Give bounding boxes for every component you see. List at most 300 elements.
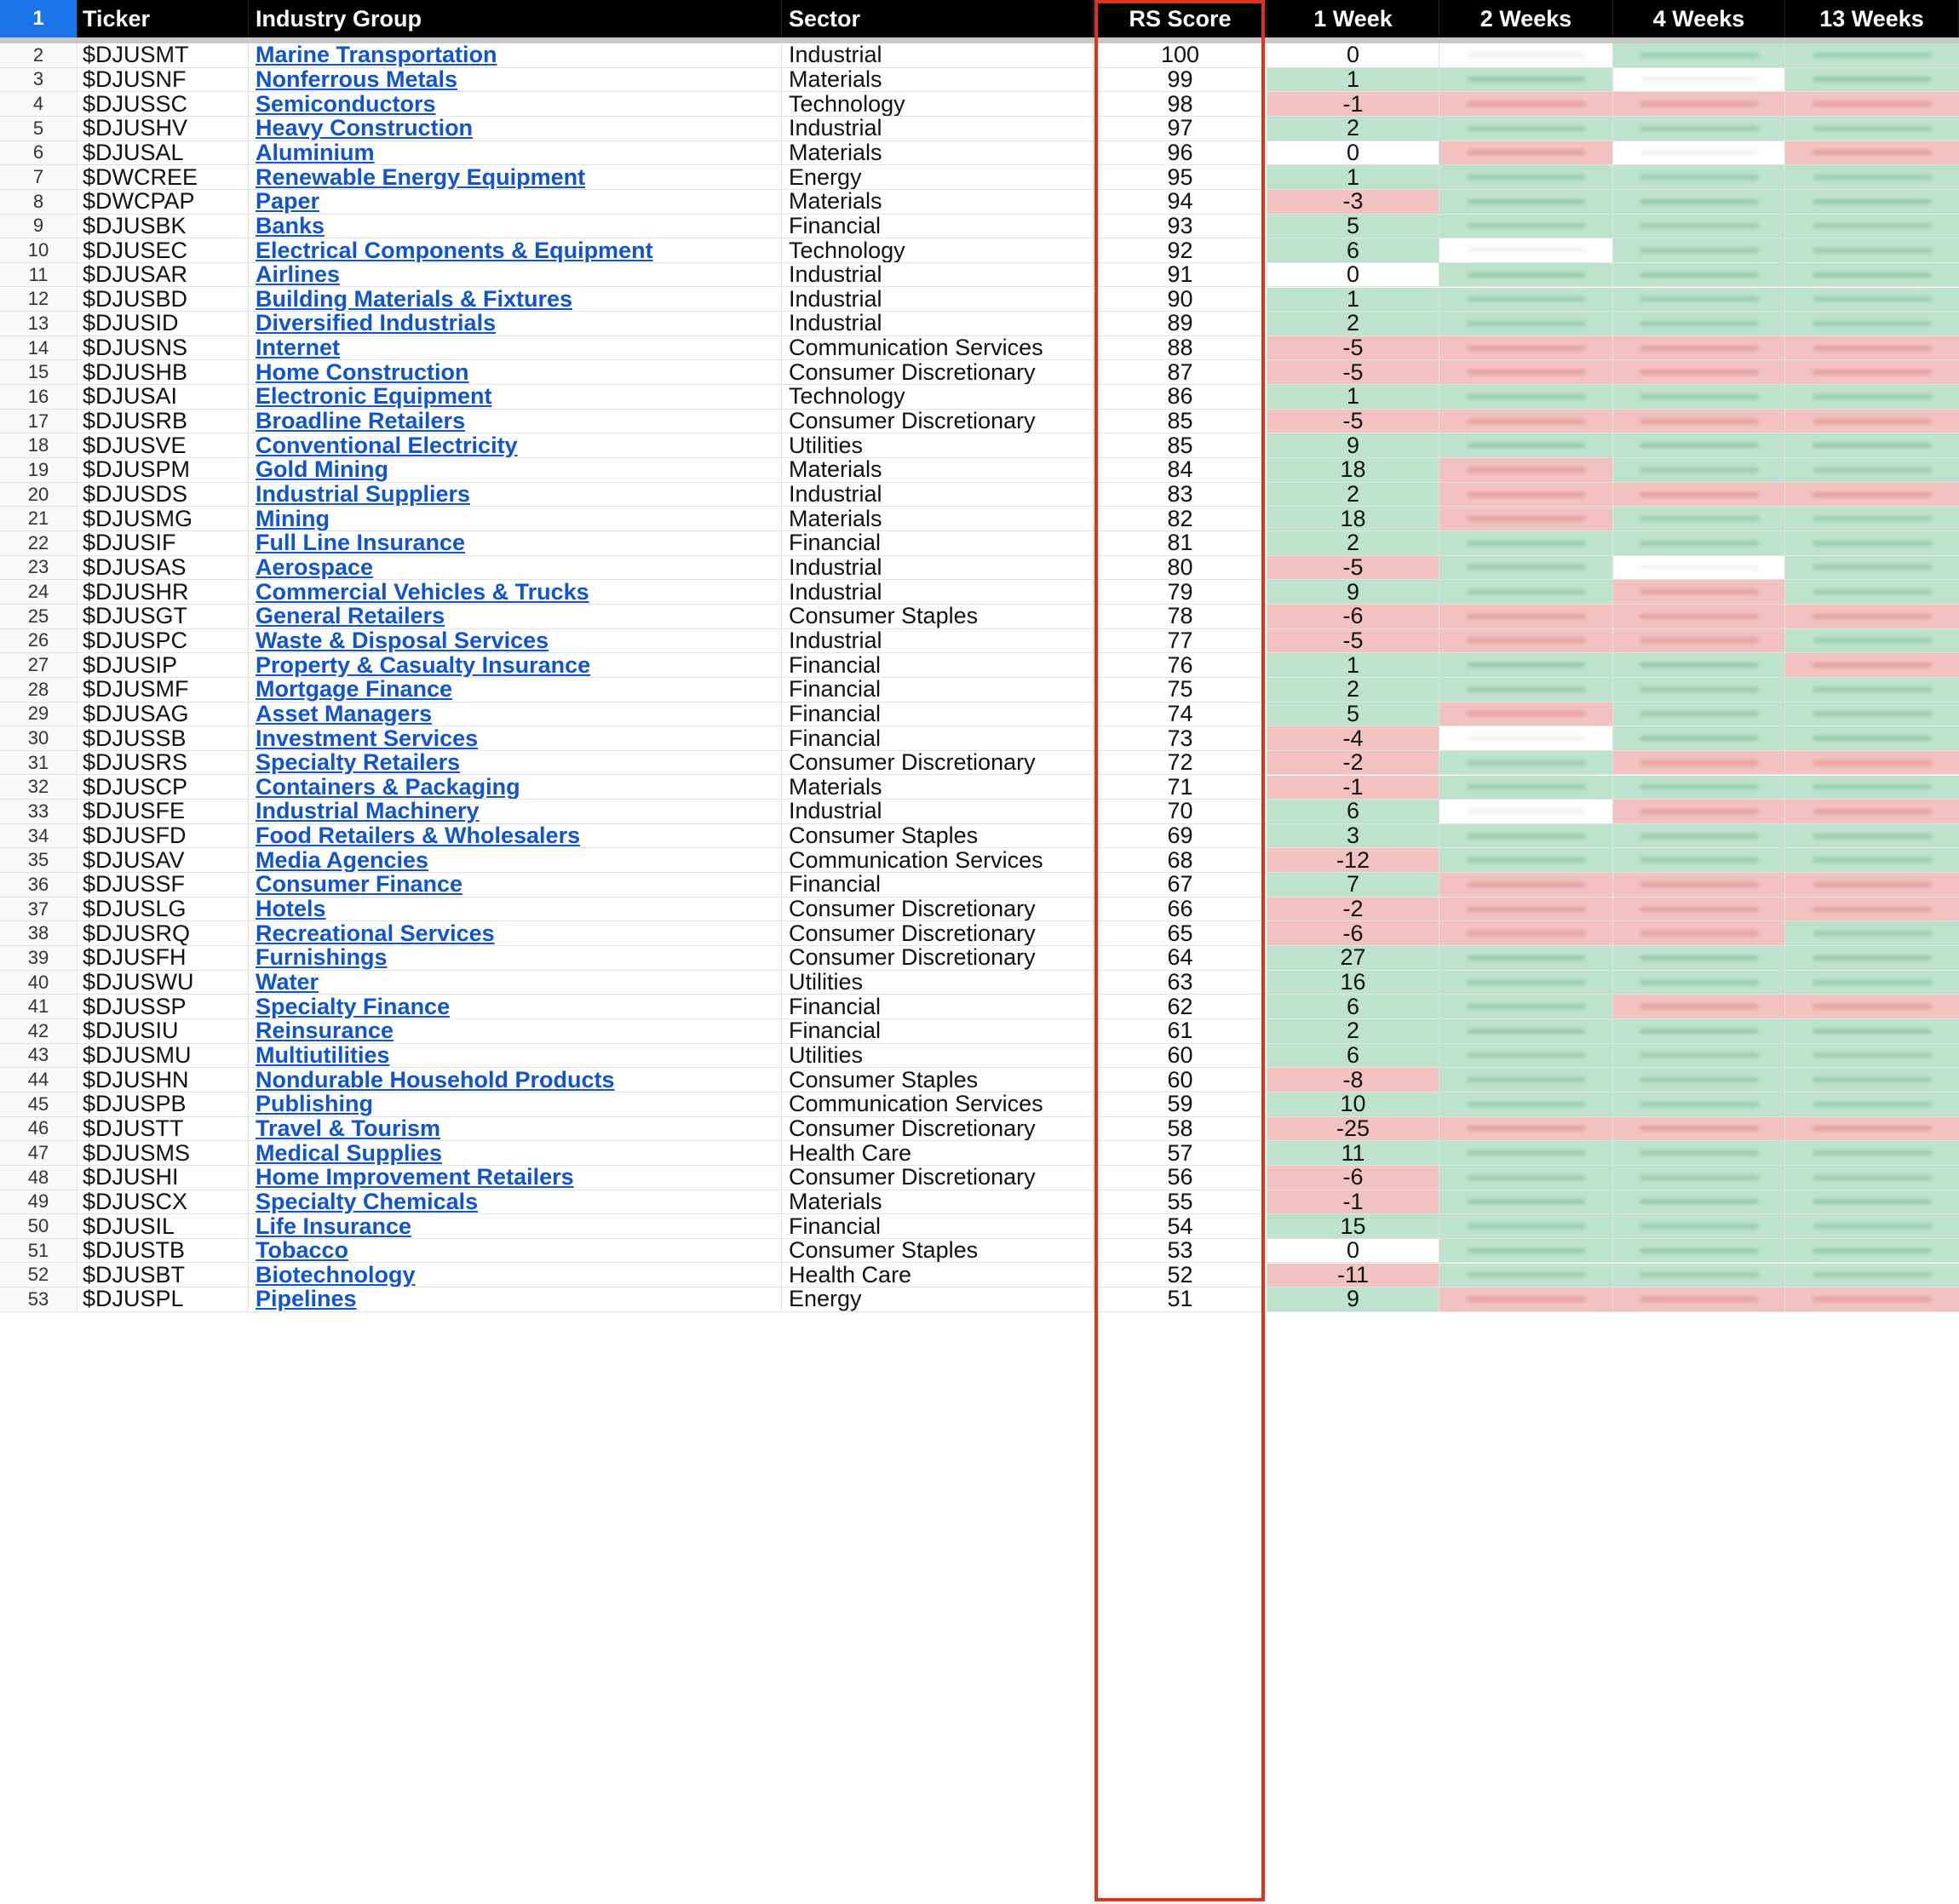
rs-score-cell[interactable]: 82 — [1094, 507, 1267, 531]
sector-cell[interactable]: Consumer Discretionary — [782, 1117, 1094, 1142]
industry-group-cell[interactable] — [249, 336, 782, 361]
week2-change-cell[interactable] — [1439, 92, 1613, 117]
industry-group-link[interactable]: Broadline Retailers — [256, 409, 466, 434]
week2-change-cell[interactable] — [1439, 312, 1613, 336]
sector-cell[interactable]: Energy — [782, 1287, 1094, 1312]
week13-change-cell[interactable] — [1785, 117, 1959, 141]
row-number[interactable]: 30 — [0, 726, 78, 751]
sector-cell[interactable]: Materials — [782, 68, 1094, 93]
industry-group-cell[interactable] — [249, 68, 782, 93]
row-number[interactable]: 7 — [0, 165, 78, 190]
ticker-cell[interactable]: $DJUSBD — [78, 288, 249, 313]
week13-header[interactable]: 13 Weeks — [1785, 0, 1959, 37]
week1-change-cell[interactable]: -6 — [1267, 605, 1439, 629]
week4-change-cell[interactable] — [1613, 263, 1785, 288]
industry-group-cell[interactable] — [249, 215, 782, 239]
week4-change-cell[interactable] — [1613, 605, 1785, 629]
week1-change-cell[interactable]: 5 — [1267, 703, 1439, 727]
week4-change-cell[interactable] — [1613, 288, 1785, 313]
week2-change-cell[interactable] — [1439, 360, 1613, 385]
rs-score-cell[interactable]: 68 — [1094, 848, 1267, 873]
week13-change-cell[interactable] — [1785, 605, 1959, 629]
week13-change-cell[interactable] — [1785, 507, 1959, 531]
rs-score-cell[interactable]: 93 — [1094, 215, 1267, 239]
week2-change-cell[interactable] — [1439, 629, 1613, 654]
row-number[interactable]: 46 — [0, 1117, 78, 1142]
week1-change-cell[interactable]: 6 — [1267, 995, 1439, 1019]
rs-score-cell[interactable]: 58 — [1094, 1117, 1267, 1142]
rs-score-cell[interactable]: 72 — [1094, 751, 1267, 776]
industry-group-link[interactable]: Nonferrous Metals — [256, 67, 458, 92]
sector-cell[interactable]: Industrial — [782, 580, 1094, 605]
industry-group-cell[interactable] — [249, 1214, 782, 1239]
week1-header[interactable]: 1 Week — [1267, 0, 1439, 37]
week4-change-cell[interactable] — [1613, 653, 1785, 678]
week13-change-cell[interactable] — [1785, 433, 1959, 458]
week4-change-cell[interactable] — [1613, 726, 1785, 751]
ticker-cell[interactable]: $DJUSMG — [78, 507, 249, 531]
week13-change-cell[interactable] — [1785, 336, 1959, 361]
industry-group-link[interactable]: Tobacco — [256, 1238, 349, 1264]
row-number[interactable]: 38 — [0, 921, 78, 946]
ticker-cell[interactable]: $DJUSCP — [78, 776, 249, 800]
row-number[interactable]: 42 — [0, 1019, 78, 1044]
sector-cell[interactable]: Industrial — [782, 556, 1094, 581]
week1-change-cell[interactable]: 1 — [1267, 385, 1439, 410]
week2-change-cell[interactable] — [1439, 776, 1613, 800]
week4-change-cell[interactable] — [1613, 215, 1785, 239]
week4-change-cell[interactable] — [1613, 1068, 1785, 1093]
week2-change-cell[interactable] — [1439, 678, 1613, 703]
row-number[interactable]: 11 — [0, 263, 78, 288]
industry-group-cell[interactable] — [249, 433, 782, 458]
industry-group-cell[interactable] — [249, 678, 782, 703]
rs-score-cell[interactable]: 91 — [1094, 263, 1267, 288]
rs-score-cell[interactable]: 78 — [1094, 605, 1267, 629]
rs-score-cell[interactable]: 88 — [1094, 336, 1267, 361]
week2-change-cell[interactable] — [1439, 1019, 1613, 1044]
week13-change-cell[interactable] — [1785, 653, 1959, 678]
industry-group-link[interactable]: Water — [256, 970, 319, 995]
week1-change-cell[interactable]: 2 — [1267, 531, 1439, 556]
week2-change-cell[interactable] — [1439, 703, 1613, 727]
row-number[interactable]: 19 — [0, 458, 78, 483]
sector-cell[interactable]: Industrial — [782, 263, 1094, 288]
rs-score-cell[interactable]: 53 — [1094, 1239, 1267, 1264]
row-number[interactable]: 34 — [0, 824, 78, 849]
rs-score-cell[interactable]: 96 — [1094, 141, 1267, 166]
week1-change-cell[interactable]: -5 — [1267, 410, 1439, 434]
rs-score-cell[interactable]: 57 — [1094, 1141, 1267, 1166]
industry-group-link[interactable]: Medical Supplies — [256, 1141, 443, 1166]
rs-score-cell[interactable]: 98 — [1094, 92, 1267, 117]
sector-cell[interactable]: Consumer Staples — [782, 824, 1094, 849]
ticker-cell[interactable]: $DJUSLG — [78, 898, 249, 922]
row-number[interactable]: 47 — [0, 1141, 78, 1166]
week1-change-cell[interactable]: 16 — [1267, 971, 1439, 995]
week2-change-cell[interactable] — [1439, 995, 1613, 1019]
sector-header[interactable]: Sector — [782, 0, 1094, 37]
week13-change-cell[interactable] — [1785, 946, 1959, 971]
week13-change-cell[interactable] — [1785, 360, 1959, 385]
ticker-cell[interactable]: $DJUSTB — [78, 1239, 249, 1264]
industry-group-link[interactable]: Publishing — [256, 1092, 373, 1117]
row-number-header[interactable]: 1 — [0, 0, 78, 37]
rs-score-cell[interactable]: 89 — [1094, 312, 1267, 336]
row-number[interactable]: 10 — [0, 238, 78, 263]
week4-change-cell[interactable] — [1613, 1141, 1785, 1166]
week13-change-cell[interactable] — [1785, 1214, 1959, 1239]
row-number[interactable]: 39 — [0, 946, 78, 971]
industry-group-cell[interactable] — [249, 1287, 782, 1312]
industry-group-cell[interactable] — [249, 898, 782, 922]
sector-cell[interactable]: Communication Services — [782, 1093, 1094, 1117]
industry-group-cell[interactable] — [249, 995, 782, 1019]
industry-group-link[interactable]: Semiconductors — [256, 92, 436, 117]
ticker-cell[interactable]: $DWCPAP — [78, 190, 249, 215]
rs-score-cell[interactable]: 71 — [1094, 776, 1267, 800]
week1-change-cell[interactable]: -6 — [1267, 1166, 1439, 1190]
week1-change-cell[interactable]: 9 — [1267, 433, 1439, 458]
week13-change-cell[interactable] — [1785, 531, 1959, 556]
rs-score-cell[interactable]: 80 — [1094, 556, 1267, 581]
week4-change-cell[interactable] — [1613, 1117, 1785, 1142]
week13-change-cell[interactable] — [1785, 1019, 1959, 1044]
week1-change-cell[interactable]: -5 — [1267, 556, 1439, 581]
week1-change-cell[interactable]: 1 — [1267, 165, 1439, 190]
sector-cell[interactable]: Financial — [782, 873, 1094, 898]
week13-change-cell[interactable] — [1785, 483, 1959, 508]
industry-group-cell[interactable] — [249, 1166, 782, 1190]
week2-change-cell[interactable] — [1439, 556, 1613, 581]
week4-change-cell[interactable] — [1613, 703, 1785, 727]
industry-group-cell[interactable] — [249, 141, 782, 166]
rs-score-cell[interactable]: 61 — [1094, 1019, 1267, 1044]
industry-group-cell[interactable] — [249, 410, 782, 434]
week4-change-cell[interactable] — [1613, 117, 1785, 141]
row-number[interactable]: 8 — [0, 190, 78, 215]
industry-group-link[interactable]: Marine Transportation — [256, 43, 497, 68]
sector-cell[interactable]: Financial — [782, 1214, 1094, 1239]
industry-group-cell[interactable] — [249, 703, 782, 727]
week13-change-cell[interactable] — [1785, 971, 1959, 995]
week4-change-cell[interactable] — [1613, 507, 1785, 531]
industry-group-link[interactable]: Aerospace — [256, 555, 374, 580]
week2-change-cell[interactable] — [1439, 580, 1613, 605]
sector-cell[interactable]: Consumer Staples — [782, 1068, 1094, 1093]
row-number[interactable]: 53 — [0, 1287, 78, 1312]
week2-change-cell[interactable] — [1439, 190, 1613, 215]
week4-change-cell[interactable] — [1613, 848, 1785, 873]
ticker-cell[interactable]: $DJUSPL — [78, 1287, 249, 1312]
industry-group-cell[interactable] — [249, 117, 782, 141]
row-number[interactable]: 32 — [0, 776, 78, 800]
row-number[interactable]: 33 — [0, 800, 78, 824]
sector-cell[interactable]: Technology — [782, 92, 1094, 117]
row-number[interactable]: 36 — [0, 873, 78, 898]
rs-score-cell[interactable]: 67 — [1094, 873, 1267, 898]
week2-change-cell[interactable] — [1439, 898, 1613, 922]
week13-change-cell[interactable] — [1785, 580, 1959, 605]
row-number[interactable]: 3 — [0, 68, 78, 93]
week13-change-cell[interactable] — [1785, 1239, 1959, 1264]
week13-change-cell[interactable] — [1785, 1287, 1959, 1312]
week2-change-cell[interactable] — [1439, 458, 1613, 483]
week13-change-cell[interactable] — [1785, 263, 1959, 288]
week1-change-cell[interactable]: 1 — [1267, 288, 1439, 313]
rs-score-cell[interactable]: 51 — [1094, 1287, 1267, 1312]
industry-group-cell[interactable] — [249, 507, 782, 531]
week1-change-cell[interactable]: 10 — [1267, 1093, 1439, 1117]
rs-score-cell[interactable]: 74 — [1094, 703, 1267, 727]
industry-group-cell[interactable] — [249, 1239, 782, 1264]
ticker-cell[interactable]: $DJUSSF — [78, 873, 249, 898]
rs-score-cell[interactable]: 56 — [1094, 1166, 1267, 1190]
rs-score-cell[interactable]: 69 — [1094, 824, 1267, 849]
ticker-cell[interactable]: $DJUSRS — [78, 751, 249, 776]
row-number[interactable]: 48 — [0, 1166, 78, 1190]
industry-group-cell[interactable] — [249, 288, 782, 313]
week1-change-cell[interactable]: 6 — [1267, 800, 1439, 824]
rs-score-cell[interactable]: 70 — [1094, 800, 1267, 824]
industry-group-link[interactable]: Heavy Construction — [256, 116, 474, 141]
week4-change-cell[interactable] — [1613, 800, 1785, 824]
week13-change-cell[interactable] — [1785, 556, 1959, 581]
row-number[interactable]: 28 — [0, 678, 78, 703]
week2-change-cell[interactable] — [1439, 1166, 1613, 1190]
week2-change-cell[interactable] — [1439, 726, 1613, 751]
industry-group-link[interactable]: Pipelines — [256, 1287, 357, 1312]
week1-change-cell[interactable]: 2 — [1267, 483, 1439, 508]
industry-group-link[interactable]: Mining — [256, 507, 330, 531]
industry-group-cell[interactable] — [249, 238, 782, 263]
row-number[interactable]: 9 — [0, 215, 78, 239]
ticker-cell[interactable]: $DJUSAL — [78, 141, 249, 166]
week2-change-cell[interactable] — [1439, 873, 1613, 898]
week2-change-cell[interactable] — [1439, 1214, 1613, 1239]
sector-cell[interactable]: Consumer Staples — [782, 605, 1094, 629]
ticker-cell[interactable]: $DJUSFH — [78, 946, 249, 971]
row-number[interactable]: 35 — [0, 848, 78, 873]
sector-cell[interactable]: Financial — [782, 703, 1094, 727]
row-number[interactable]: 50 — [0, 1214, 78, 1239]
week1-change-cell[interactable]: -25 — [1267, 1117, 1439, 1142]
ticker-cell[interactable]: $DJUSHN — [78, 1068, 249, 1093]
ticker-cell[interactable]: $DWCREE — [78, 165, 249, 190]
industry-group-link[interactable]: Full Line Insurance — [256, 531, 466, 556]
week2-change-cell[interactable] — [1439, 1287, 1613, 1312]
ticker-cell[interactable]: $DJUSAV — [78, 848, 249, 873]
row-number[interactable]: 26 — [0, 629, 78, 654]
ticker-cell[interactable]: $DJUSAR — [78, 263, 249, 288]
rs-score-cell[interactable]: 90 — [1094, 288, 1267, 313]
sector-cell[interactable]: Industrial — [782, 483, 1094, 508]
sector-cell[interactable]: Consumer Discretionary — [782, 946, 1094, 971]
row-number[interactable]: 16 — [0, 385, 78, 410]
industry-group-cell[interactable] — [249, 92, 782, 117]
week4-change-cell[interactable] — [1613, 776, 1785, 800]
week4-change-cell[interactable] — [1613, 1287, 1785, 1312]
industry-group-cell[interactable] — [249, 165, 782, 190]
industry-group-cell[interactable] — [249, 1019, 782, 1044]
week4-change-cell[interactable] — [1613, 971, 1785, 995]
industry-group-link[interactable]: Gold Mining — [256, 458, 388, 483]
rs-score-cell[interactable]: 79 — [1094, 580, 1267, 605]
industry-group-link[interactable]: Mortgage Finance — [256, 677, 453, 703]
row-number[interactable]: 14 — [0, 336, 78, 361]
industry-group-cell[interactable] — [249, 946, 782, 971]
week1-change-cell[interactable]: 11 — [1267, 1141, 1439, 1166]
week2-change-cell[interactable] — [1439, 1264, 1613, 1288]
industry-group-cell[interactable] — [249, 653, 782, 678]
week4-change-cell[interactable] — [1613, 751, 1785, 776]
rs-score-cell[interactable]: 55 — [1094, 1190, 1267, 1215]
week1-change-cell[interactable]: -3 — [1267, 190, 1439, 215]
week13-change-cell[interactable] — [1785, 238, 1959, 263]
week2-change-cell[interactable] — [1439, 1190, 1613, 1215]
week1-change-cell[interactable]: -5 — [1267, 629, 1439, 654]
row-number[interactable]: 15 — [0, 360, 78, 385]
industry-group-link[interactable]: Electronic Equipment — [256, 385, 492, 410]
week1-change-cell[interactable]: 15 — [1267, 1214, 1439, 1239]
week13-change-cell[interactable] — [1785, 703, 1959, 727]
sector-cell[interactable]: Materials — [782, 141, 1094, 166]
week1-change-cell[interactable]: 18 — [1267, 507, 1439, 531]
week4-change-cell[interactable] — [1613, 580, 1785, 605]
week13-change-cell[interactable] — [1785, 898, 1959, 922]
row-number[interactable]: 52 — [0, 1264, 78, 1288]
sector-cell[interactable]: Utilities — [782, 1044, 1094, 1069]
industry-group-link[interactable]: Consumer Finance — [256, 873, 463, 898]
week4-change-cell[interactable] — [1613, 556, 1785, 581]
week13-change-cell[interactable] — [1785, 1093, 1959, 1117]
week13-change-cell[interactable] — [1785, 824, 1959, 849]
week2-change-cell[interactable] — [1439, 165, 1613, 190]
sector-cell[interactable]: Financial — [782, 215, 1094, 239]
week13-change-cell[interactable] — [1785, 215, 1959, 239]
industry-group-cell[interactable] — [249, 1044, 782, 1069]
industry-group-link[interactable]: Hotels — [256, 897, 326, 922]
ticker-cell[interactable]: $DJUSPB — [78, 1093, 249, 1117]
industry-group-link[interactable]: Industrial Machinery — [256, 800, 480, 824]
week13-change-cell[interactable] — [1785, 458, 1959, 483]
week2-change-cell[interactable] — [1439, 971, 1613, 995]
industry-group-link[interactable]: Aluminium — [256, 141, 375, 165]
week2-change-cell[interactable] — [1439, 263, 1613, 288]
week13-change-cell[interactable] — [1785, 995, 1959, 1019]
industry-group-cell[interactable] — [249, 971, 782, 995]
week2-change-cell[interactable] — [1439, 1239, 1613, 1264]
ticker-cell[interactable]: $DJUSCX — [78, 1190, 249, 1215]
ticker-cell[interactable]: $DJUSHR — [78, 580, 249, 605]
week2-change-cell[interactable] — [1439, 68, 1613, 93]
ticker-cell[interactable]: $DJUSWU — [78, 971, 249, 995]
week13-change-cell[interactable] — [1785, 678, 1959, 703]
week4-change-cell[interactable] — [1613, 1019, 1785, 1044]
week1-change-cell[interactable]: -12 — [1267, 848, 1439, 873]
row-number[interactable]: 22 — [0, 531, 78, 556]
industry-group-cell[interactable] — [249, 263, 782, 288]
week1-change-cell[interactable]: 1 — [1267, 653, 1439, 678]
industry-group-link[interactable]: Containers & Packaging — [256, 775, 520, 800]
industry-group-cell[interactable] — [249, 483, 782, 508]
row-number[interactable]: 31 — [0, 751, 78, 776]
row-number[interactable]: 23 — [0, 556, 78, 581]
ticker-cell[interactable]: $DJUSIF — [78, 531, 249, 556]
week13-change-cell[interactable] — [1785, 68, 1959, 93]
industry-group-cell[interactable] — [249, 800, 782, 824]
industry-group-cell[interactable] — [249, 726, 782, 751]
row-number[interactable]: 40 — [0, 971, 78, 995]
industry-group-cell[interactable] — [249, 312, 782, 336]
week4-change-cell[interactable] — [1613, 43, 1785, 68]
sector-cell[interactable]: Materials — [782, 190, 1094, 215]
ticker-cell[interactable]: $DJUSBT — [78, 1264, 249, 1288]
week4-change-cell[interactable] — [1613, 385, 1785, 410]
industry-group-cell[interactable] — [249, 360, 782, 385]
sector-cell[interactable]: Financial — [782, 531, 1094, 556]
rs-score-cell[interactable]: 77 — [1094, 629, 1267, 654]
week2-change-cell[interactable] — [1439, 653, 1613, 678]
industry-group-header[interactable]: Industry Group — [249, 0, 782, 37]
rs-score-cell[interactable]: 97 — [1094, 117, 1267, 141]
industry-group-link[interactable]: Renewable Energy Equipment — [256, 165, 586, 190]
row-number[interactable]: 6 — [0, 141, 78, 166]
week13-change-cell[interactable] — [1785, 1264, 1959, 1288]
week2-change-cell[interactable] — [1439, 43, 1613, 68]
week2-change-cell[interactable] — [1439, 921, 1613, 946]
sector-cell[interactable]: Materials — [782, 1190, 1094, 1215]
industry-group-link[interactable]: Investment Services — [256, 726, 479, 751]
week1-change-cell[interactable]: 2 — [1267, 678, 1439, 703]
industry-group-cell[interactable] — [249, 1068, 782, 1093]
industry-group-link[interactable]: Travel & Tourism — [256, 1116, 441, 1141]
industry-group-cell[interactable] — [249, 531, 782, 556]
rs-score-cell[interactable]: 52 — [1094, 1264, 1267, 1288]
rs-score-cell[interactable]: 92 — [1094, 238, 1267, 263]
week2-change-cell[interactable] — [1439, 751, 1613, 776]
industry-group-cell[interactable] — [249, 385, 782, 410]
sector-cell[interactable]: Consumer Staples — [782, 1239, 1094, 1264]
row-number[interactable]: 4 — [0, 92, 78, 117]
industry-group-cell[interactable] — [249, 751, 782, 776]
ticker-cell[interactable]: $DJUSAS — [78, 556, 249, 581]
week4-change-cell[interactable] — [1613, 238, 1785, 263]
industry-group-link[interactable]: Electrical Components & Equipment — [256, 238, 653, 263]
week1-change-cell[interactable]: 9 — [1267, 580, 1439, 605]
week13-change-cell[interactable] — [1785, 1166, 1959, 1190]
ticker-cell[interactable]: $DJUSID — [78, 312, 249, 336]
week1-change-cell[interactable]: 0 — [1267, 1239, 1439, 1264]
week1-change-cell[interactable]: -11 — [1267, 1264, 1439, 1288]
week13-change-cell[interactable] — [1785, 751, 1959, 776]
industry-group-link[interactable]: Conventional Electricity — [256, 433, 518, 458]
row-number[interactable]: 18 — [0, 433, 78, 458]
rs-score-cell[interactable]: 59 — [1094, 1093, 1267, 1117]
sector-cell[interactable]: Technology — [782, 385, 1094, 410]
industry-group-cell[interactable] — [249, 43, 782, 68]
row-number[interactable]: 2 — [0, 43, 78, 68]
ticker-cell[interactable]: $DJUSFD — [78, 824, 249, 849]
row-number[interactable]: 17 — [0, 410, 78, 434]
industry-group-cell[interactable] — [249, 1264, 782, 1288]
row-number[interactable]: 37 — [0, 898, 78, 922]
ticker-cell[interactable]: $DJUSRB — [78, 410, 249, 434]
ticker-cell[interactable]: $DJUSPC — [78, 629, 249, 654]
week1-change-cell[interactable]: 5 — [1267, 215, 1439, 239]
week13-change-cell[interactable] — [1785, 410, 1959, 434]
week4-change-cell[interactable] — [1613, 190, 1785, 215]
